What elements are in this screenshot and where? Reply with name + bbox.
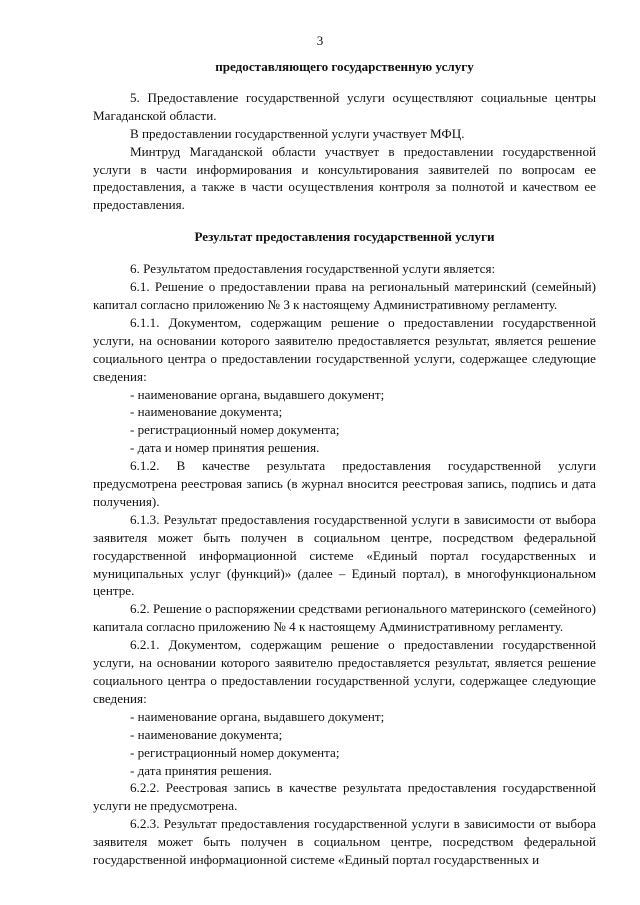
list-item: - наименование документа;	[130, 404, 283, 420]
list-item: - регистрационный номер документа;	[130, 744, 340, 760]
paragraph-6-1: 6.1. Решение о предоставлении права на региональный материнский (семейный) капитал согласно приложению № 3 к настоящему Административному регламенту.	[93, 279, 596, 312]
paragraph-6-1-1: 6.1.1. Документом, содержащим решение о предоставлении государственной услуги, на основании которого заявителю предоставляется результат, является решение социального центра о предоставлении государственной услуги, содержащее следующие сведения:	[93, 314, 596, 384]
paragraph-5: 5. Предоставление государственной услуги осуществляют социальные центры Магаданской области.	[93, 89, 596, 123]
paragraph-5-mintrud: Минтруд Магаданской области участвует в предоставлении государственной услуги в части информирования и консультирования заявителей по вопросам ее предоставления, а также в части осуществления контроля за полнотой и качеством ее предоставления.	[93, 143, 596, 213]
list-item: - наименование органа, выдавшего документ;	[130, 386, 385, 402]
list-item: - регистрационный номер документа;	[130, 422, 340, 438]
paragraph-6-2-3: 6.2.3. Результат предоставления государственной услуги в зависимости от выбора заявителя может быть получен в социальном центре, посредством федеральной государственной информационной системе «Единый портал государственных и	[93, 816, 596, 868]
page-number: 3	[316, 33, 324, 48]
paragraph-5-mfc: В предоставлении государственной услуги участвует МФЦ.	[130, 125, 465, 141]
paragraph-6-2-2: 6.2.2. Реестровая запись в качестве результата предоставления государственной услуги не предусмотрена.	[93, 780, 596, 814]
list-item: - наименование документа;	[130, 726, 283, 742]
section-heading-result: Результат предоставления государственной услуги	[194, 229, 495, 245]
list-item: - дата принятия решения.	[130, 762, 272, 778]
paragraph-6-1-2: 6.1.2. В качестве результата предоставления государственной услуги предусмотрена реестровая запись (в журнал вносится реестровая запись, подпись и дата получения).	[93, 458, 596, 509]
paragraph-6-2: 6.2. Решение о распоряжении средствами регионального материнского (семейного) капитала согласно приложению № 4 к настоящему Административному регламенту.	[93, 601, 596, 635]
paragraph-6-1-3: 6.1.3. Результат предоставления государственной услуги в зависимости от выбора заявителя может быть получен в социальном центре, посредством федеральной государственной информационной системе «Единый портал государственных и муниципальных услуг (функций)» (далее – Единый портал), в многофункциональном центре.	[93, 511, 596, 599]
paragraph-6: 6. Результатом предоставления государственной услуги является:	[130, 261, 496, 277]
section-heading-provider: предоставляющего государственную услугу	[215, 59, 474, 74]
list-item: - наименование органа, выдавшего документ;	[130, 708, 385, 724]
list-item: - дата и номер принятия решения.	[130, 440, 320, 456]
paragraph-6-2-1: 6.2.1. Документом, содержащим решение о предоставлении государственной услуги, на основании которого заявителю предоставляется результат, является решение социального центра о предоставлении государственной услуги, содержащее следующие сведения:	[93, 637, 596, 706]
document-body	[93, 58, 596, 869]
